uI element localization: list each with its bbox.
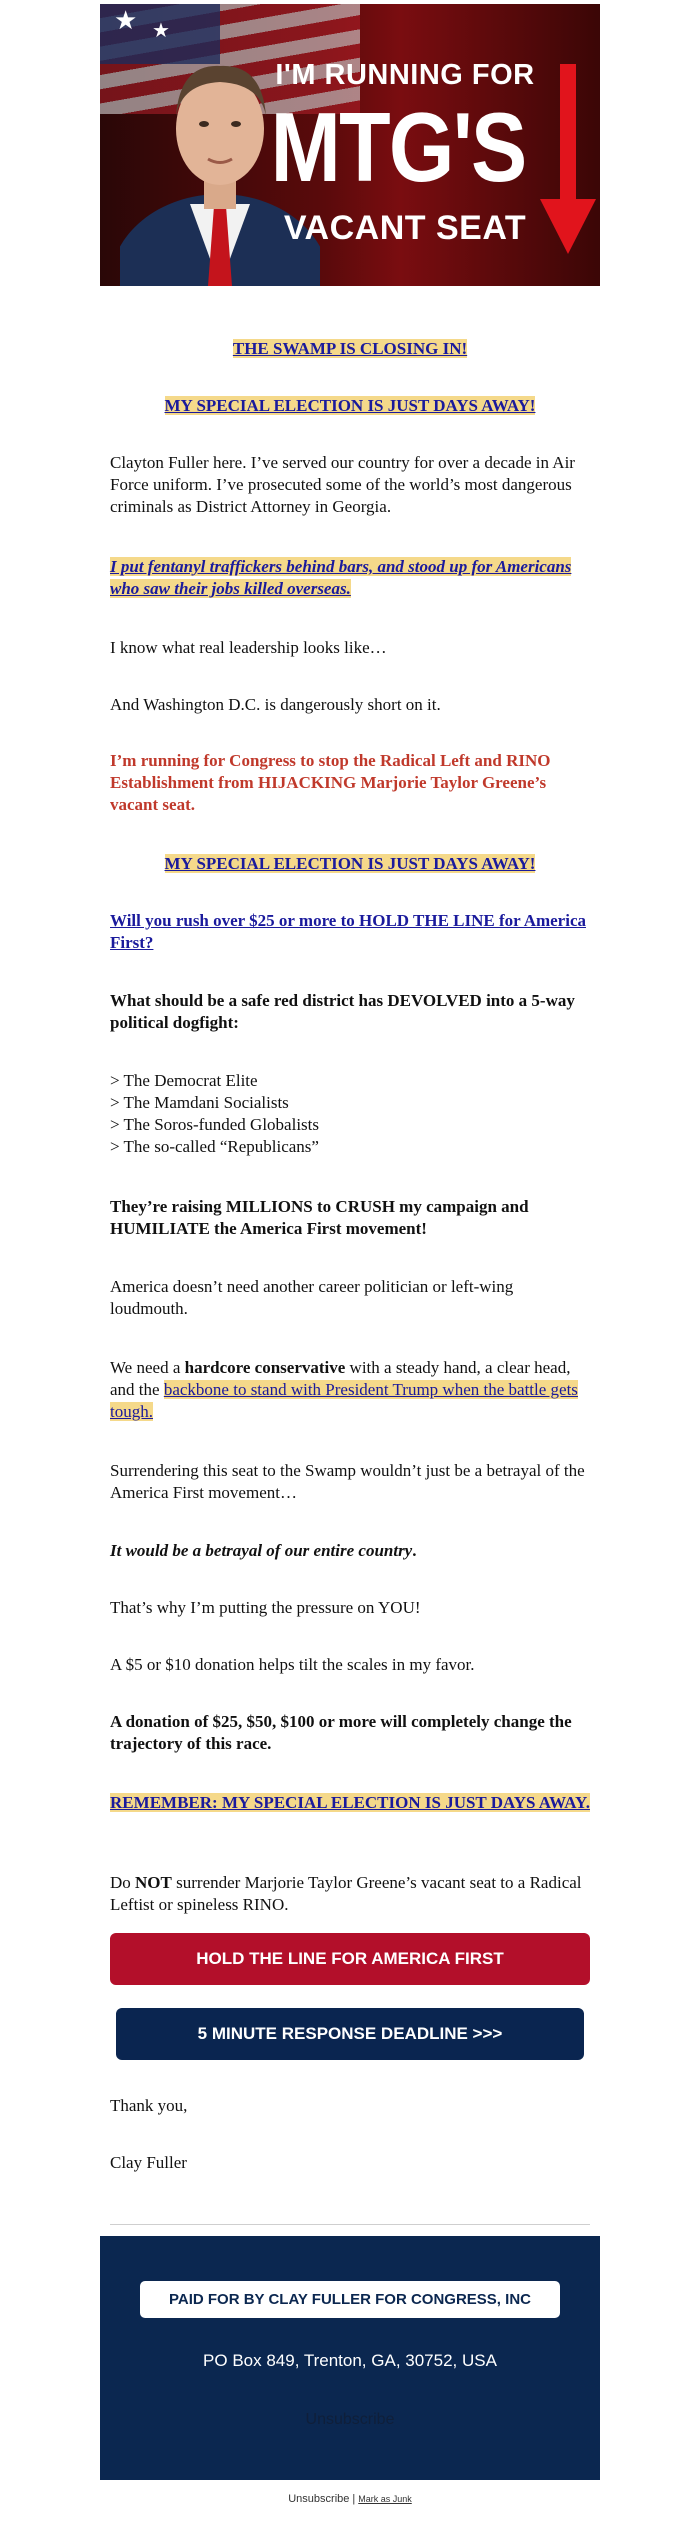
surrender-paragraph: Surrendering this seat to the Swamp wouldn’t just be a betrayal of the America First movement… bbox=[110, 1461, 585, 1502]
footer bbox=[100, 2236, 600, 2480]
running-paragraph: I’m running for Congress to stop the Radical Left and RINO Establishment from HIJACKING Marjorie Taylor Greene’s vacant seat. bbox=[110, 751, 551, 814]
remember-headline[interactable] bbox=[110, 1792, 590, 1814]
career-paragraph: America doesn’t need another career politician or left-wing loudmouth. bbox=[110, 1277, 514, 1318]
do-not-paragraph bbox=[110, 1872, 590, 1916]
election-link-1[interactable]: MY SPECIAL ELECTION IS JUST DAYS AWAY! bbox=[164, 396, 536, 415]
text-span: . bbox=[412, 1541, 417, 1560]
swamp-headline[interactable] bbox=[110, 338, 590, 360]
election-link-2[interactable]: MY SPECIAL ELECTION IS JUST DAYS AWAY! bbox=[164, 854, 536, 873]
hero-banner-image[interactable] bbox=[100, 4, 600, 286]
rush-donate-link[interactable] bbox=[110, 910, 590, 954]
big-donation-paragraph: A donation of $25, $50, $100 or more will completely change the trajectory of this race. bbox=[110, 1712, 572, 1753]
election-headline-2[interactable] bbox=[110, 853, 590, 875]
leadership-paragraph: I know what real leadership looks like… bbox=[110, 638, 387, 657]
thank-you-text: Thank you, bbox=[110, 2096, 188, 2115]
response-deadline-button[interactable]: 5 MINUTE RESPONSE DEADLINE >>> bbox=[116, 2008, 584, 2060]
mark-as-junk-link[interactable]: Mark as Junk bbox=[358, 2494, 412, 2504]
text-span: with a steady hand, a clear head, and the bbox=[110, 1358, 571, 1399]
bottom-links bbox=[0, 2493, 700, 2505]
text-span: We need a bbox=[110, 1358, 185, 1377]
pressure-paragraph: That’s why I’m putting the pressure on YOU! bbox=[110, 1598, 421, 1617]
hold-the-line-button[interactable]: HOLD THE LINE FOR AMERICA FIRST bbox=[110, 1933, 590, 1985]
list-item: > The so-called “Republicans” bbox=[110, 1137, 319, 1156]
hero-line-running: I'M RUNNING FOR bbox=[275, 59, 535, 91]
separator: | bbox=[352, 2493, 356, 2505]
hero-line-vacant-seat: VACANT SEAT bbox=[283, 209, 527, 247]
remember-link[interactable]: REMEMBER: MY SPECIAL ELECTION IS JUST DAYS AWAY. bbox=[110, 1793, 590, 1812]
small-donation-paragraph: A $5 or $10 donation helps tilt the scales in my favor. bbox=[110, 1655, 475, 1674]
betrayal-italic: It would be a betrayal of our entire country bbox=[110, 1541, 413, 1560]
hardcore-emphasis: hardcore conservative bbox=[184, 1358, 346, 1377]
backbone-link[interactable]: backbone to stand with President Trump when the battle gets tough. bbox=[110, 1380, 578, 1421]
fentanyl-paragraph[interactable] bbox=[110, 556, 590, 600]
opponents-list bbox=[110, 1070, 590, 1158]
list-item: > The Soros-funded Globalists bbox=[110, 1115, 320, 1134]
list-item: > The Mamdani Socialists bbox=[110, 1093, 289, 1112]
text-span: Do bbox=[110, 1873, 136, 1892]
hero-line-mtg: MTG'S bbox=[270, 92, 526, 202]
list-item: > The Democrat Elite bbox=[110, 1071, 258, 1090]
washington-paragraph: And Washington D.C. is dangerously short on it. bbox=[110, 695, 441, 714]
footer-unsubscribe-link[interactable]: Unsubscribe bbox=[305, 2411, 395, 2428]
not-emphasis: NOT bbox=[135, 1873, 172, 1892]
signature-text: Clay Fuller bbox=[110, 2153, 187, 2172]
fentanyl-link[interactable]: I put fentanyl traffickers behind bars, and stood up for Americans who saw their jobs killed overseas. bbox=[110, 557, 572, 598]
safe-red-paragraph: What should be a safe red district has DEVOLVED into a 5-way political dogfight: bbox=[110, 991, 575, 1032]
swamp-link[interactable]: THE SWAMP IS CLOSING IN! bbox=[232, 339, 468, 358]
rush-link[interactable]: Will you rush over $25 or more to HOLD THE LINE for America First? bbox=[110, 911, 586, 952]
intro-paragraph: Clayton Fuller here. I’ve served our country for over a decade in Air Force uniform. I’ve prosecuted some of the world’s most dangerous criminals as District Attorney in Georgia. bbox=[110, 453, 575, 516]
star-icon: ★ bbox=[114, 6, 138, 36]
election-headline-1[interactable] bbox=[110, 395, 590, 417]
betrayal-paragraph bbox=[110, 1540, 590, 1562]
paid-for-disclaimer: PAID FOR BY CLAY FULLER FOR CONGRESS, INC bbox=[140, 2281, 560, 2318]
hardcore-paragraph bbox=[110, 1357, 590, 1423]
text-span: surrender Marjorie Taylor Greene’s vacant seat to a Radical Leftist or spineless RINO. bbox=[110, 1873, 582, 1914]
star-icon: ★ bbox=[152, 18, 170, 42]
divider bbox=[110, 2224, 590, 2225]
down-arrow-icon bbox=[540, 64, 596, 254]
raising-paragraph: They’re raising MILLIONS to CRUSH my campaign and HUMILIATE the America First movement! bbox=[110, 1197, 529, 1238]
unsubscribe-link[interactable]: Unsubscribe bbox=[288, 2493, 350, 2505]
mailing-address: PO Box 849, Trenton, GA, 30752, USA bbox=[203, 2351, 497, 2370]
